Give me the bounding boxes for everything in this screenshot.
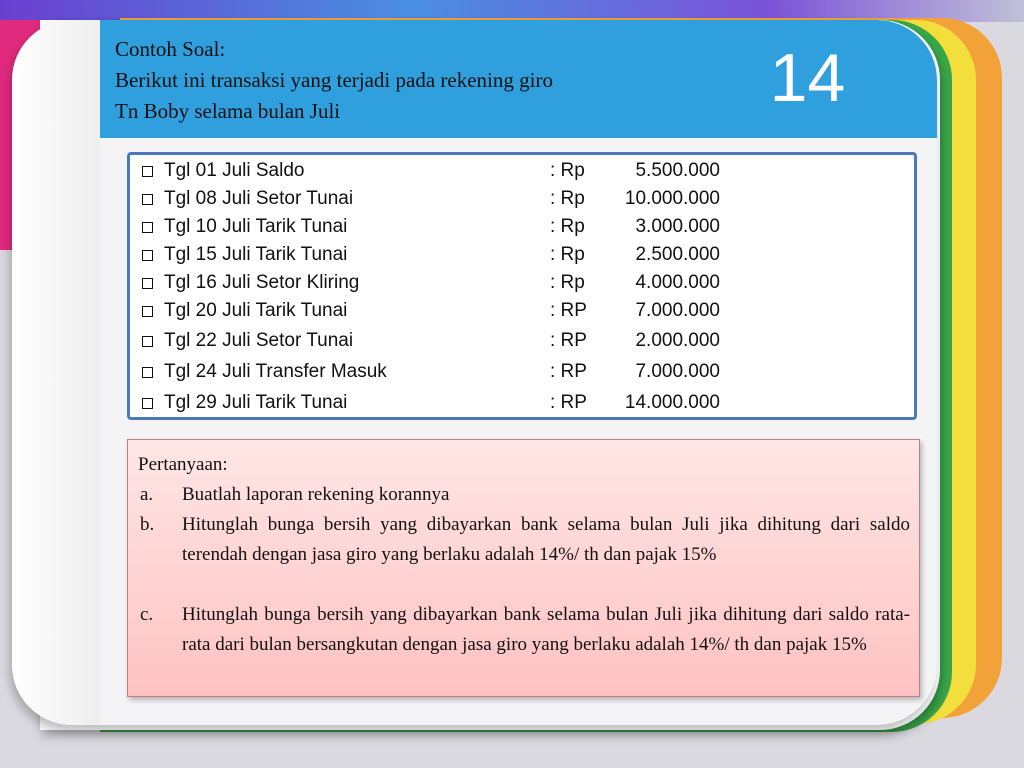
transaction-desc: Tgl 20 Juli Tarik Tunai bbox=[164, 300, 348, 321]
transaction-amount: 2.000.000 bbox=[635, 330, 720, 351]
transaction-amount: 14.000.000 bbox=[624, 392, 720, 413]
checkbox-bullet-icon bbox=[142, 336, 153, 347]
transaction-desc: Tgl 01 Juli Saldo bbox=[164, 160, 305, 181]
transaction-amount: 4.000.000 bbox=[635, 272, 720, 293]
transaction-row bbox=[142, 358, 720, 386]
transaction-desc: Tgl 08 Juli Setor Tunai bbox=[164, 188, 354, 209]
question-letter: c. bbox=[140, 604, 154, 625]
checkbox-bullet-icon bbox=[142, 278, 153, 289]
question-text: Hitunglah bunga bersih yang dibayarkan bank selama bulan Juli jika dihitung dari saldo rata-rata dari bulan bersangkutan dengan jasa giro yang berlaku adalah 14%/ th dan pajak 15% bbox=[182, 604, 910, 655]
transaction-currency: : RP bbox=[550, 392, 587, 413]
page-left-strip bbox=[12, 20, 100, 725]
checkbox-bullet-icon bbox=[142, 222, 153, 233]
transaction-currency: : Rp bbox=[550, 244, 585, 265]
transaction-row bbox=[142, 241, 720, 269]
transaction-desc: Tgl 16 Juli Setor Kliring bbox=[164, 272, 360, 293]
transaction-row bbox=[142, 297, 720, 325]
transaction-desc: Tgl 24 Juli Transfer Masuk bbox=[164, 361, 387, 382]
transaction-amount: 10.000.000 bbox=[624, 188, 720, 209]
checkbox-bullet-icon bbox=[142, 194, 153, 205]
transaction-row bbox=[142, 185, 720, 213]
transaction-row bbox=[142, 389, 720, 417]
transaction-currency: : RP bbox=[550, 330, 587, 351]
question-text: Buatlah laporan rekening korannya bbox=[182, 484, 450, 505]
slide-number: 14 bbox=[769, 40, 846, 116]
question-text: Hitunglah bunga bersih yang dibayarkan bank selama bulan Juli jika dihitung dari saldo terendah dengan jasa giro yang berlaku adalah 14%/ th dan pajak 15% bbox=[182, 514, 910, 565]
question-item bbox=[140, 480, 910, 510]
questions-heading: Pertanyaan: bbox=[138, 454, 228, 475]
transaction-currency: : Rp bbox=[550, 216, 585, 237]
transaction-amount: 3.000.000 bbox=[635, 216, 720, 237]
transaction-desc: Tgl 10 Juli Tarik Tunai bbox=[164, 216, 348, 237]
title-line: Contoh Soal: bbox=[115, 37, 226, 61]
title-line: Tn Boby selama bulan Juli bbox=[115, 99, 341, 123]
transaction-currency: : Rp bbox=[550, 188, 585, 209]
transaction-amount: 2.500.000 bbox=[635, 244, 720, 265]
transaction-desc: Tgl 29 Juli Tarik Tunai bbox=[164, 392, 348, 413]
question-letter: a. bbox=[140, 484, 154, 505]
checkbox-bullet-icon bbox=[142, 367, 153, 378]
transaction-row bbox=[142, 269, 720, 297]
transaction-currency: : RP bbox=[550, 300, 587, 321]
title-line: Berikut ini transaksi yang terjadi pada rekening giro bbox=[115, 68, 553, 92]
transaction-row bbox=[142, 327, 720, 355]
checkbox-bullet-icon bbox=[142, 306, 153, 317]
transaction-currency: : RP bbox=[550, 361, 587, 382]
transaction-desc: Tgl 22 Juli Setor Tunai bbox=[164, 330, 354, 351]
slide-title bbox=[115, 34, 755, 127]
question-item bbox=[140, 510, 910, 570]
transaction-amount: 7.000.000 bbox=[635, 300, 720, 321]
transaction-row bbox=[142, 213, 720, 241]
transaction-amount: 7.000.000 bbox=[635, 361, 720, 382]
transaction-currency: : Rp bbox=[550, 160, 585, 181]
questions-box bbox=[127, 439, 920, 697]
transaction-row bbox=[142, 157, 720, 185]
checkbox-bullet-icon bbox=[142, 398, 153, 409]
checkbox-bullet-icon bbox=[142, 166, 153, 177]
question-letter: b. bbox=[140, 514, 155, 535]
transaction-list bbox=[127, 152, 917, 420]
transaction-amount: 5.500.000 bbox=[635, 160, 720, 181]
question-item bbox=[140, 600, 910, 660]
transaction-currency: : Rp bbox=[550, 272, 585, 293]
transaction-desc: Tgl 15 Juli Tarik Tunai bbox=[164, 244, 348, 265]
checkbox-bullet-icon bbox=[142, 250, 153, 261]
